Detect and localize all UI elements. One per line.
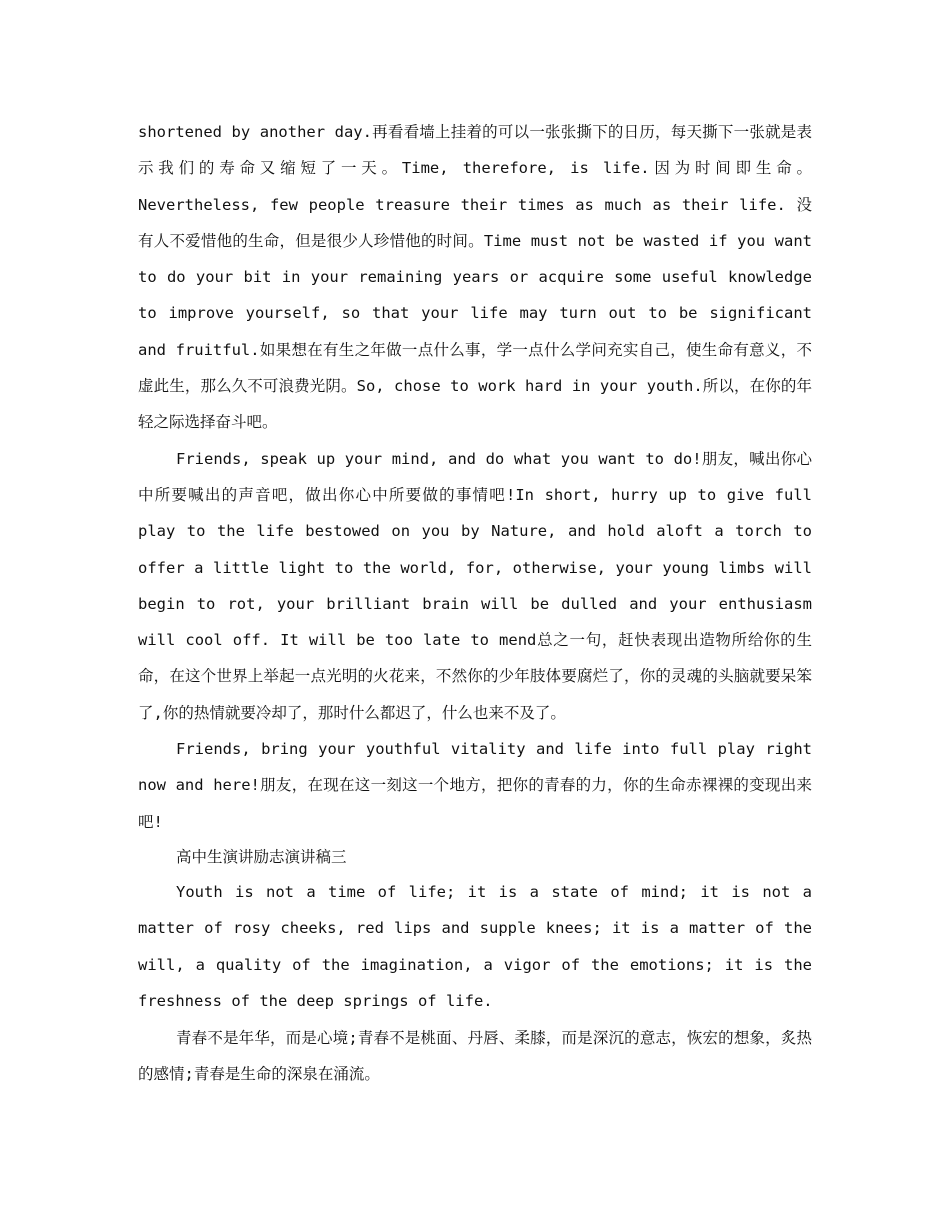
- paragraph-youth-english: Youth is not a time of life; it is a state of mind; it is not a matter of rosy cheeks, red lips and supple knees; it is a matter of the will, a quality of the imagination, a vigor of the emotions; it is the freshness of the deep springs of life.: [138, 882, 812, 1011]
- paragraph-youthful-vitality: Friends, bring your youthful vitality and life into full play right now and here!朋友，在现在这一刻这一个地方，把你的青春的力，你的生命赤裸裸的变现出来吧!: [138, 740, 812, 831]
- section-heading: 高中生演讲励志演讲稿三: [176, 847, 347, 866]
- paragraph-speak-up: Friends, speak up your mind, and do what you want to do!朋友，喊出你心中所要喊出的声音吧，做出你心中所要做的事情吧!In short, hurry up to give full play to the life bestowed on you by Nature, and hold aloft a torch to offer a little light to the world, for, otherwise, your young limbs will begin to rot, your brilliant brain will be dulled and your enthusiasm will cool off. It will be too late to mend总之一句，赶快表现出造物所给你的生命，在这个世界上举起一点光明的火花来，不然你的少年肢体要腐烂了，你的灵魂的头脑就要呆笨了,你的热情就要冷却了，那时什么都迟了，什么也来不及了。: [138, 449, 812, 722]
- document-body: [138, 114, 812, 1092]
- paragraph-time-is-life: shortened by another day.再看看墙上挂着的可以一张张撕下的日历，每天撕下一张就是表示我们的寿命又缩短了一天。Time, therefore, is life.因为时间即生命。Nevertheless, few people treasure their times as much as their life. 没有人不爱惜他的生命，但是很少人珍惜他的时间。Time must not be wasted if you want to do your bit in your remaining years or acquire some useful knowledge to improve yourself, so that your life may turn out to be significant and fruitful.如果想在有生之年做一点什么事，学一点什么学问充实自己，使生命有意义，不虚此生，那么久不可浪费光阴。So, chose to work hard in your youth.所以，在你的年轻之际选择奋斗吧。: [138, 123, 812, 432]
- paragraph-youth-chinese: 青春不是年华，而是心境;青春不是桃面、丹唇、柔膝，而是深沉的意志，恢宏的想象，炙热的感情;青春是生命的深泉在涌流。: [138, 1028, 812, 1083]
